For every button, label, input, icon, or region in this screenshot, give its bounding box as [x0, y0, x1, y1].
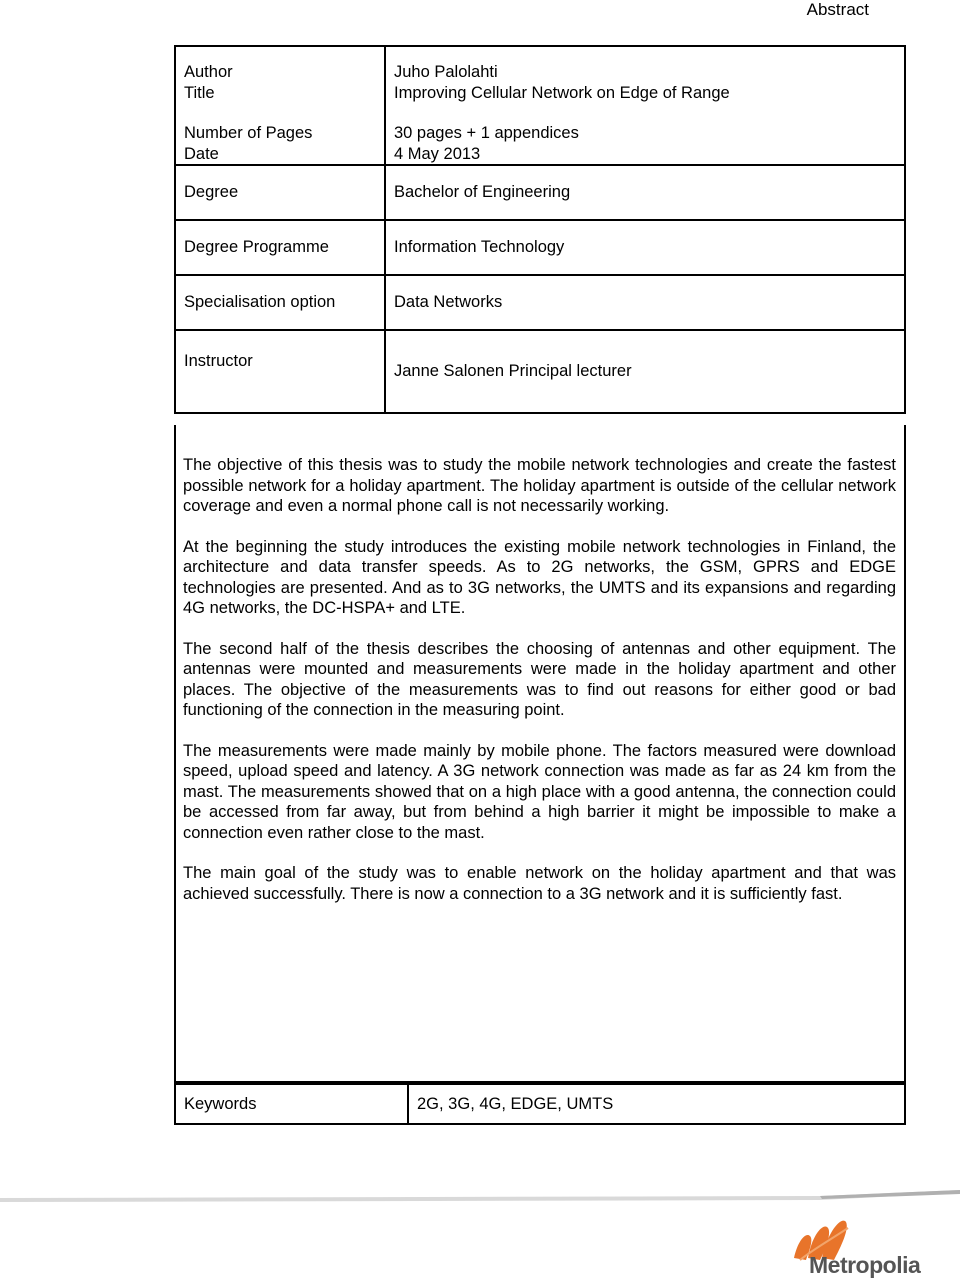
author-value: Juho Palolahti: [394, 63, 498, 81]
author-title-values: [385, 46, 905, 165]
abstract-text: [183, 455, 896, 924]
specialisation-value: Data Networks: [385, 275, 905, 330]
pages-value: 30 pages + 1 appendices: [394, 124, 579, 142]
author-title-labels: [175, 46, 385, 165]
specialisation-row: [175, 275, 905, 330]
instructor-label: Instructor: [175, 330, 385, 413]
degree-row: [175, 165, 905, 220]
abstract-paragraph: The second half of the thesis describes the choosing of antennas and other equipment. The antennas were mounted and measurements were made in the holiday apartment and other places. The objective of the measurements was to find out reasons for either good or bad functioning of the connection in the measuring point.: [183, 639, 896, 719]
date-label: Date: [184, 144, 219, 163]
abstract-paragraph: The objective of this thesis was to study the mobile network technologies and create the fastest possible network for a holiday apartment. The holiday apartment is outside of the cellular network coverage and even a normal phone call is not necessarily working.: [183, 456, 896, 515]
author-title-row: [175, 46, 905, 165]
metropolia-logo-text: Metropolia: [809, 1252, 921, 1278]
abstract-paragraph: At the beginning the study introduces the existing mobile network technologies in Finland, the architecture and data transfer speeds. As to 2G networks, the GSM, GPRS and EDGE technologies are presented. And as to 3G networks, the UMTS and its expansions and regarding 4G networks, the DC-HSPA+ and LTE.: [183, 537, 896, 617]
degree-value: Bachelor of Engineering: [385, 165, 905, 220]
keywords-label: Keywords: [175, 1084, 408, 1124]
instructor-value: Janne Salonen Principal lecturer: [385, 330, 905, 413]
programme-value: Information Technology: [385, 220, 905, 275]
instructor-row: [175, 330, 905, 413]
author-label: Author: [184, 63, 233, 81]
abstract-paragraph: The main goal of the study was to enable network on the holiday apartment and that was achieved successfully. There is now a connection to a 3G network and it is sufficiently fast.: [183, 864, 896, 903]
thesis-metadata-table: [174, 45, 906, 414]
section-label: Abstract: [806, 0, 869, 19]
degree-label: Degree: [175, 165, 385, 220]
keywords-value: 2G, 3G, 4G, EDGE, UMTS: [408, 1084, 905, 1124]
programme-label: Degree Programme: [175, 220, 385, 275]
date-value: 4 May 2013: [394, 144, 481, 163]
title-value: Improving Cellular Network on Edge of Range: [394, 83, 730, 102]
pages-label: Number of Pages: [184, 124, 313, 142]
keywords-row: [175, 1084, 905, 1124]
specialisation-label: Specialisation option: [175, 275, 385, 330]
title-label: Title: [184, 83, 215, 102]
keywords-table: [174, 1083, 906, 1125]
abstract-paragraph: The measurements were made mainly by mobile phone. The factors measured were download speed, upload speed and latency. A 3G network connection was made as far as 24 km from the mast. The measurements showed that on a high place with a good antenna, the connection could be accessed from far away, but from behind a high barrier it might be impossible to make a connection even rather close to the mast.: [183, 741, 896, 842]
programme-row: [175, 220, 905, 275]
footer-swoosh: [0, 1190, 960, 1204]
